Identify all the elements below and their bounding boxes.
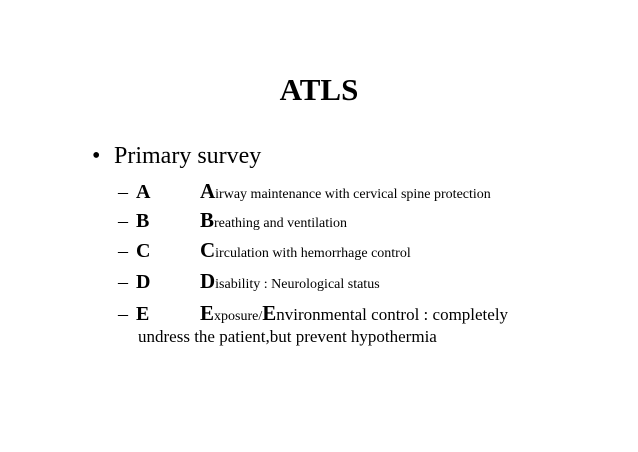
item-initial: E	[200, 301, 215, 325]
dash: –	[118, 240, 128, 262]
item-description: irway maintenance with cervical spine protection	[215, 187, 491, 202]
item-e-continuation: undress the patient,but prevent hypothermia	[138, 327, 437, 346]
list-item-d	[118, 270, 380, 296]
item-description: reathing and ventilation	[214, 216, 347, 231]
item-letter: C	[136, 240, 151, 262]
dash: –	[118, 210, 128, 232]
item-initial: C	[200, 238, 216, 262]
item-description: isability : Neurological status	[215, 277, 380, 292]
bullet-primary-survey	[92, 142, 261, 170]
bullet-dot-icon: •	[92, 143, 101, 169]
item-letter: A	[136, 181, 151, 203]
dash: –	[118, 303, 128, 325]
list-item-e	[118, 302, 508, 328]
slide-title: ATLS	[279, 72, 359, 107]
item-letter: B	[136, 210, 150, 232]
item-initial: B	[200, 208, 215, 232]
bullet-text: Primary survey	[114, 143, 262, 169]
dash: –	[118, 181, 128, 203]
list-item-b	[118, 209, 347, 235]
item-initial-2: E	[262, 301, 277, 325]
item-description: irculation with hemorrhage control	[215, 246, 411, 261]
item-initial: A	[200, 179, 216, 203]
list-item-c	[118, 239, 411, 265]
item-description-part2: nvironmental control : completely	[276, 305, 509, 324]
item-letter: D	[136, 271, 151, 293]
item-letter: E	[136, 303, 150, 325]
dash: –	[118, 271, 128, 293]
item-initial: D	[200, 269, 216, 293]
list-item-a	[118, 180, 491, 206]
item-description-part1: xposure/	[214, 309, 263, 324]
